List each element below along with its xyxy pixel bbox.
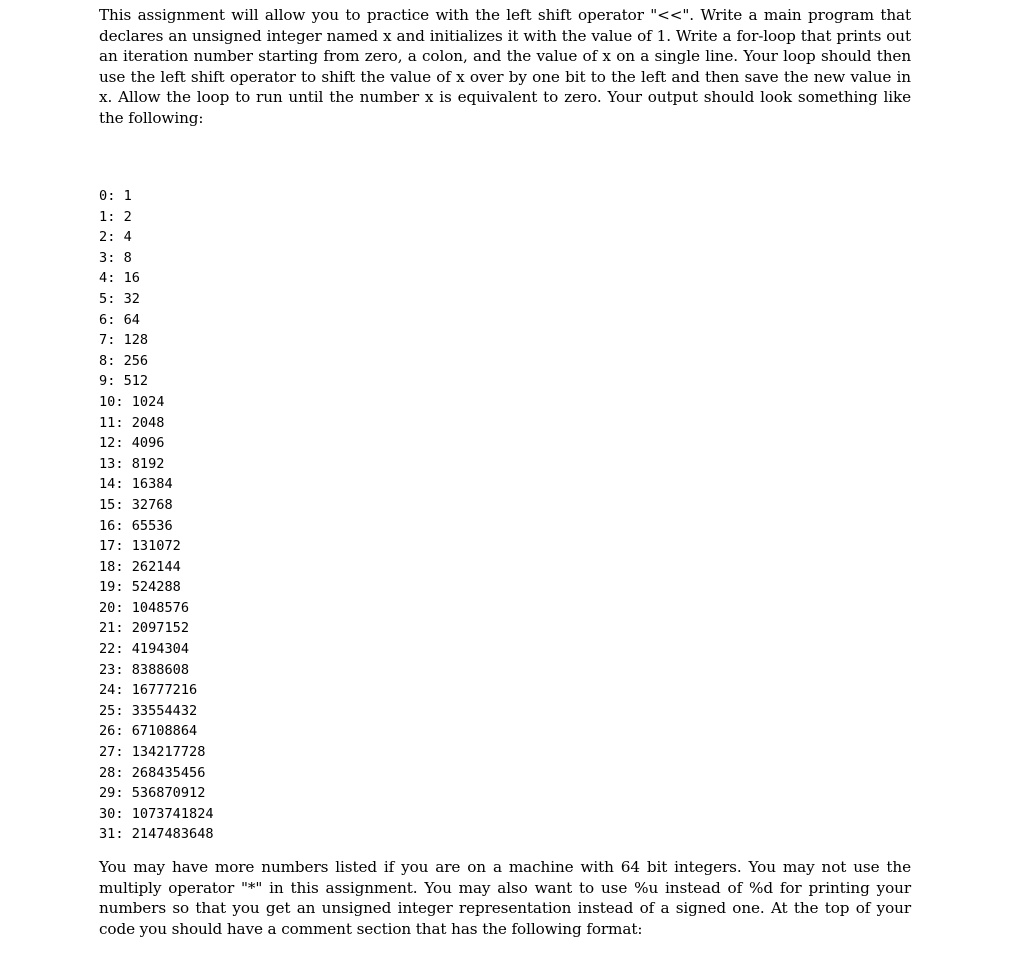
output-line-index: 26 : xyxy=(99,723,132,739)
output-line-index: 3 : xyxy=(99,250,124,266)
output-line xyxy=(99,310,214,331)
output-line-index: 17 : xyxy=(99,538,132,554)
output-line xyxy=(99,804,214,825)
output-line-value: 16 xyxy=(123,270,140,287)
output-line xyxy=(99,639,214,660)
output-line-value: 1048576 xyxy=(131,599,190,616)
output-line-value: 67108864 xyxy=(131,723,198,740)
output-line xyxy=(99,783,214,804)
output-line-value: 8192 xyxy=(131,455,165,472)
output-line-index: 12 : xyxy=(99,435,132,451)
output-line-value: 33554432 xyxy=(131,702,198,719)
output-line-value: 128 xyxy=(123,332,149,349)
output-line xyxy=(99,680,214,701)
output-line-index: 18 : xyxy=(99,559,132,575)
output-line-value: 4194304 xyxy=(131,641,190,658)
sample-output-listing xyxy=(99,186,214,845)
output-line xyxy=(99,557,214,578)
output-line xyxy=(99,721,214,742)
output-line-value: 2 xyxy=(123,208,132,225)
intro-paragraph: This assignment will allow you to practice with the left shift operator "<<". Write a main program that declares an unsigned integer named x and initializes it with the value of 1. Write a for-loop that prints out an iteration number starting from zero, a colon, and the value of x on a single line. Your loop should then use the left shift operator to shift the value of x over by one bit to the left and then save the new value in x. Allow the loop to run until the number x is equivalent to zero. Your output should look something like the following: xyxy=(99,6,911,127)
output-line-index: 30 : xyxy=(99,806,132,822)
output-line-index: 11 : xyxy=(99,415,132,431)
output-line-value: 32 xyxy=(123,290,140,307)
output-line-index: 1 : xyxy=(99,209,124,225)
output-line xyxy=(99,186,214,207)
output-line-value: 8388608 xyxy=(131,661,190,678)
output-line-index: 4 : xyxy=(99,270,124,286)
output-line-value: 536870912 xyxy=(131,785,206,802)
output-line-index: 23 : xyxy=(99,662,132,678)
output-line xyxy=(99,392,214,413)
output-line xyxy=(99,351,214,372)
output-line-value: 131072 xyxy=(131,538,181,555)
output-line xyxy=(99,598,214,619)
output-line-value: 64 xyxy=(123,311,140,328)
output-line xyxy=(99,824,214,845)
output-line xyxy=(99,248,214,269)
output-line-value: 2097152 xyxy=(131,620,190,637)
output-line-value: 1073741824 xyxy=(131,805,214,822)
output-line-index: 0 : xyxy=(99,188,124,204)
output-line-value: 1 xyxy=(123,188,132,204)
output-line-index: 25 : xyxy=(99,703,132,719)
output-line xyxy=(99,227,214,248)
output-line xyxy=(99,268,214,289)
output-line xyxy=(99,577,214,598)
output-line-index: 7 : xyxy=(99,332,124,348)
output-line-index: 16 : xyxy=(99,518,132,534)
output-line-index: 8 : xyxy=(99,353,124,369)
closing-paragraph: You may have more numbers listed if you are on a machine with 64 bit integers. You may not use the multiply operator "*" in this assignment. You may also want to use %u instead of %d for printing your numbers so that you get an unsigned integer representation instead of a signed one. At the top of your code you should have a comment section that has the following format: xyxy=(99,858,911,938)
output-line-index: 27 : xyxy=(99,744,132,760)
output-line-index: 14 : xyxy=(99,476,132,492)
output-line-index: 29 : xyxy=(99,785,132,801)
output-line-index: 20 : xyxy=(99,600,132,616)
output-line-value: 268435456 xyxy=(131,764,206,781)
output-line-index: 13 : xyxy=(99,456,132,472)
output-line xyxy=(99,742,214,763)
output-line-value: 1024 xyxy=(131,393,165,410)
output-line-index: 28 : xyxy=(99,765,132,781)
output-line-index: 31 : xyxy=(99,826,132,842)
output-line-value: 16777216 xyxy=(131,682,198,699)
output-line xyxy=(99,536,214,557)
output-line-value: 512 xyxy=(123,373,149,390)
output-line-index: 19 : xyxy=(99,579,132,595)
output-line xyxy=(99,330,214,351)
output-line-index: 10 : xyxy=(99,394,132,410)
output-line xyxy=(99,289,214,310)
output-line-value: 262144 xyxy=(131,558,181,575)
output-line-value: 65536 xyxy=(131,517,173,534)
output-line xyxy=(99,495,214,516)
output-line xyxy=(99,516,214,537)
output-line xyxy=(99,618,214,639)
output-line-index: 9 : xyxy=(99,373,124,389)
output-line-value: 8 xyxy=(123,249,132,266)
output-line-index: 5 : xyxy=(99,291,124,307)
output-line-value: 32768 xyxy=(131,496,173,513)
output-line xyxy=(99,474,214,495)
output-line-value: 16384 xyxy=(131,476,173,493)
output-line-value: 256 xyxy=(123,352,149,369)
output-line xyxy=(99,433,214,454)
output-line-index: 6 : xyxy=(99,312,124,328)
output-line-value: 2048 xyxy=(131,414,165,431)
output-line-value: 4096 xyxy=(131,435,165,452)
output-line xyxy=(99,371,214,392)
output-line xyxy=(99,207,214,228)
output-line xyxy=(99,701,214,722)
output-line xyxy=(99,413,214,434)
output-line-index: 2 : xyxy=(99,229,124,245)
output-line-index: 24 : xyxy=(99,682,132,698)
output-line xyxy=(99,454,214,475)
output-line-value: 4 xyxy=(123,229,132,246)
output-line-index: 22 : xyxy=(99,641,132,657)
output-line-index: 21 : xyxy=(99,620,132,636)
output-line-index: 15 : xyxy=(99,497,132,513)
output-line xyxy=(99,763,214,784)
output-line-value: 2147483648 xyxy=(131,826,214,843)
output-line xyxy=(99,660,214,681)
output-line-value: 134217728 xyxy=(131,744,206,761)
output-line-value: 524288 xyxy=(131,579,181,596)
